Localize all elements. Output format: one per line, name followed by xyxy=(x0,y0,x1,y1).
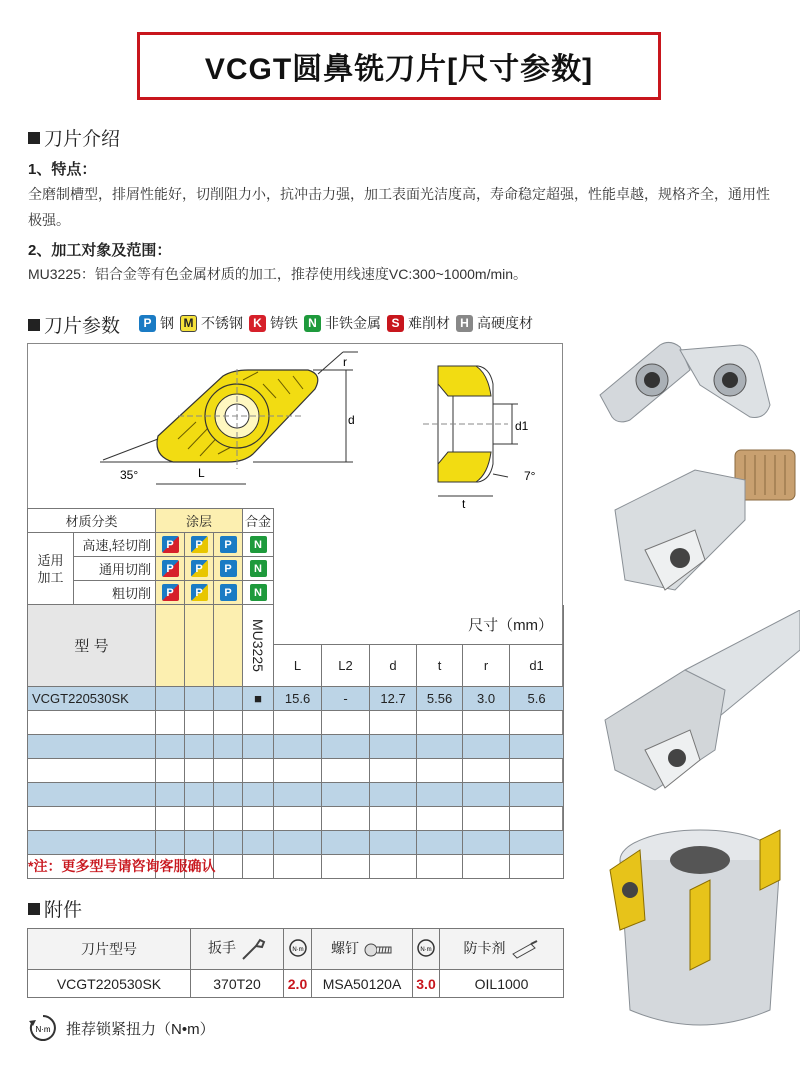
screw-header: 螺钉 xyxy=(312,929,413,970)
pm-grade-icon: P xyxy=(191,560,208,577)
accessories-table xyxy=(27,928,564,998)
alloy-header: 合金 xyxy=(243,509,274,533)
model-label: 型 号 xyxy=(28,605,156,687)
legend-p-chip: P xyxy=(139,315,156,332)
pm-grade-icon: P xyxy=(191,584,208,601)
svg-text:N·m: N·m xyxy=(291,946,304,953)
pm-grade-icon: P xyxy=(191,536,208,553)
legend-n-chip: N xyxy=(304,315,321,332)
wrench-icon xyxy=(240,936,266,962)
table-row xyxy=(28,687,564,711)
pk-grade-icon: P xyxy=(162,584,179,601)
screw-torque-header xyxy=(413,929,440,970)
n-grade-icon: N xyxy=(250,584,267,601)
legend-k-chip: K xyxy=(249,315,266,332)
svg-text:N·m: N·m xyxy=(420,946,432,953)
params-heading: 刀片参数 xyxy=(28,311,120,338)
anti-seize-cell: OIL1000 xyxy=(440,970,564,998)
cell-r: 3.0 xyxy=(463,687,510,711)
square-bullet-icon xyxy=(28,319,40,331)
more-models-note: *注：更多型号请咨询客服确认 xyxy=(28,858,216,874)
wrench-torque-header xyxy=(284,929,312,970)
legend-h-chip: H xyxy=(456,315,473,332)
insert-model-cell: VCGT220530SK xyxy=(28,970,191,998)
legend-m-chip: M xyxy=(180,315,197,332)
scope-text: MU3225：铝合金等有色金属材质的加工，推荐使用线速度VC:300~1000m/min。 xyxy=(28,266,528,282)
cell-d1: 5.6 xyxy=(510,687,564,711)
label-d: d xyxy=(348,413,355,427)
pk-grade-icon: P xyxy=(162,536,179,553)
insert-photo xyxy=(590,325,790,435)
table-row xyxy=(28,759,564,783)
size-label: 尺寸（mm） xyxy=(274,605,564,645)
col-d: d xyxy=(370,645,417,687)
torque-icon xyxy=(416,938,436,958)
square-bullet-icon xyxy=(28,903,40,915)
accessories-heading: 附件 xyxy=(28,895,82,922)
cell-L: 15.6 xyxy=(274,687,322,711)
row-high-speed: 高速,轻切削 xyxy=(74,533,156,557)
label-r: r xyxy=(343,355,347,369)
legend-k-label: 铸铁 xyxy=(270,315,298,331)
legend-m-label: 不锈钢 xyxy=(201,315,243,331)
table-row xyxy=(28,831,564,855)
label-t: t xyxy=(462,497,466,509)
grade-label: MU3225 xyxy=(250,619,267,672)
svg-text:N·m: N·m xyxy=(35,1025,51,1034)
p-grade-icon: P xyxy=(220,584,237,601)
square-bullet-icon xyxy=(28,132,40,144)
wrench-cell: 370T20 xyxy=(191,970,284,998)
holder-photo-1 xyxy=(595,440,800,610)
label-d1: d1 xyxy=(515,419,529,433)
table-row xyxy=(28,807,564,831)
cell-t: 5.56 xyxy=(417,687,463,711)
legend-p-label: 钢 xyxy=(160,315,174,331)
torque-icon xyxy=(288,938,308,958)
scope-heading: 2、加工对象及范围： xyxy=(28,242,172,259)
features-heading: 1、特点： xyxy=(28,161,97,178)
face-mill-photo xyxy=(600,820,790,1040)
table-row xyxy=(28,735,564,759)
legend-h-label: 高硬度材 xyxy=(477,315,533,331)
tube-icon xyxy=(509,940,539,960)
wrench-torque-cell: 2.0 xyxy=(284,970,312,998)
insert-drawing xyxy=(28,344,562,509)
material-legend xyxy=(133,313,533,333)
label-L: L xyxy=(198,466,205,480)
intro-heading: 刀片介绍 xyxy=(28,124,120,151)
col-r: r xyxy=(463,645,510,687)
coating-header: 涂层 xyxy=(156,509,243,533)
col-L: L xyxy=(274,645,322,687)
anti-seize-header: 防卡剂 xyxy=(440,929,564,970)
pk-grade-icon: P xyxy=(162,560,179,577)
wrench-header: 扳手 xyxy=(191,929,284,970)
col-d1: d1 xyxy=(510,645,564,687)
applicable-label: 适用 加工 xyxy=(28,533,74,605)
grade-mark: ■ xyxy=(243,687,274,711)
n-grade-icon: N xyxy=(250,560,267,577)
cell-L2: - xyxy=(322,687,370,711)
features-text: 全磨制槽型，排屑性能好，切削阻力小，抗冲击力强，加工表面光洁度高，寿命稳定超强，性能卓越，规格齐全，通用性极强。 xyxy=(28,186,770,228)
page-title: VCGT圆鼻铣刀片[尺寸参数] xyxy=(204,53,594,86)
insert-model-header: 刀片型号 xyxy=(28,929,191,970)
p-grade-icon: P xyxy=(220,536,237,553)
label-35: 35° xyxy=(120,468,139,482)
table-row xyxy=(28,783,564,807)
parameter-table xyxy=(27,508,564,879)
p-grade-icon: P xyxy=(220,560,237,577)
torque-footer-text: 推荐锁紧扭力（N•m） xyxy=(66,1020,215,1038)
material-class-header: 材质分类 xyxy=(28,509,156,533)
col-t: t xyxy=(417,645,463,687)
holder-photo-2 xyxy=(595,610,800,800)
screw-icon xyxy=(363,940,393,960)
legend-s-label: 难削材 xyxy=(408,315,450,331)
n-grade-icon: N xyxy=(250,536,267,553)
table-row xyxy=(28,711,564,735)
col-L2: L2 xyxy=(322,645,370,687)
row-rough: 粗切削 xyxy=(74,581,156,605)
cell-d: 12.7 xyxy=(370,687,417,711)
label-7: 7° xyxy=(524,469,536,483)
row-general: 通用切削 xyxy=(74,557,156,581)
screw-torque-cell: 3.0 xyxy=(413,970,440,998)
legend-s-chip: S xyxy=(387,315,404,332)
torque-icon xyxy=(28,1013,58,1043)
model-cell: VCGT220530SK xyxy=(28,687,156,711)
screw-cell: MSA50120A xyxy=(312,970,413,998)
torque-footer xyxy=(28,1013,215,1043)
legend-n-label: 非铁金属 xyxy=(325,315,381,331)
title-box xyxy=(137,32,661,100)
